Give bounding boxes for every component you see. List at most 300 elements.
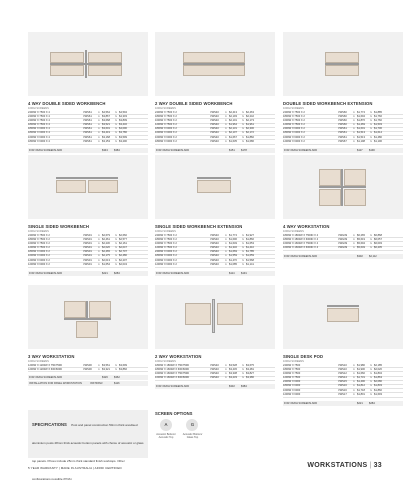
option-a-marker: A — [225, 237, 227, 241]
option-g-marker: G — [242, 127, 245, 131]
option-a-marker: A — [353, 380, 355, 384]
price-g-cell: $6,868 — [374, 233, 382, 237]
size-cell: 1800W X 7500 — [283, 367, 301, 371]
price-a-cell: $1,601 — [357, 127, 365, 131]
price-row — [283, 140, 403, 144]
screen-options-heading: SCREEN OPTIONS — [155, 411, 193, 416]
product-title: 3 WAY WORKSTATION — [28, 354, 75, 359]
product-subtitle: 1000H SCREENS — [28, 359, 49, 363]
size-cell: 1800W X 7500 X 2 — [155, 114, 177, 118]
option-g-marker: G — [242, 139, 245, 143]
size-cell: 1800W X 6000 X 4 — [28, 131, 50, 135]
price-a-cell: $1,774 — [357, 110, 365, 114]
price-g-cell: $2,207 — [119, 258, 127, 262]
size-cell: 1600W X 6000 X 2 — [155, 131, 177, 135]
code-cell: VWS12 — [338, 371, 347, 375]
addon-cell: INSTALLATION FOR PANEL WORKSTATION — [29, 382, 82, 386]
addon-cell: INSTPAN3 — [90, 382, 103, 386]
option-g-marker: G — [242, 114, 245, 118]
price-g-cell: $1,141 — [246, 262, 254, 266]
option-g-marker: G — [370, 384, 373, 388]
size-cell: 1200W X 7500 X 2 — [155, 246, 177, 250]
addon-cell: FOR 1520H SCREENS ADD — [284, 401, 318, 405]
option-g-marker: G — [370, 241, 373, 245]
product-card-4-way-workstation — [283, 155, 403, 259]
addon-cell: $302 — [357, 254, 363, 258]
addon-cell: $2,112 — [369, 254, 377, 258]
option-a-marker: A — [353, 110, 355, 114]
product-card-4-way-double-sided-workbench — [28, 32, 148, 153]
addon-row — [283, 401, 403, 406]
product-image — [283, 285, 403, 349]
addon-cell: $221 — [357, 401, 363, 405]
addon-cell: $384 — [241, 384, 247, 388]
code-cell: VWS14 — [338, 376, 347, 380]
code-cell: VWS61 — [83, 118, 92, 122]
option-a-marker: A — [353, 384, 355, 388]
product-image — [28, 285, 148, 349]
size-cell: 1600W X 6000 X 4 — [28, 135, 50, 139]
option-g-marker: G — [370, 363, 373, 367]
price-a-cell: $1,801 — [357, 392, 365, 396]
price-a-cell: $5,649 — [357, 246, 365, 250]
price-a-cell: $2,465 — [102, 250, 110, 254]
price-g-cell: $1,686 — [246, 139, 254, 143]
option-g-marker: G — [115, 250, 118, 254]
option-a-marker: A — [353, 131, 355, 135]
price-a-cell: $1,694 — [357, 114, 365, 118]
size-cell: 1600W X 7500 X 2 — [283, 118, 305, 122]
option-g-marker: G — [370, 135, 373, 139]
option-g-marker: G — [115, 110, 118, 114]
size-cell: 1600W X 6000 X 2 — [28, 254, 50, 258]
option-g-marker: G — [115, 367, 118, 371]
code-cell: VWS40 — [210, 237, 219, 241]
price-row — [28, 263, 148, 267]
price-g-cell: $3,481 — [246, 367, 254, 371]
size-cell: 2400W X 7500 X 2 — [155, 110, 177, 114]
price-a-cell: $2,175 — [102, 254, 110, 258]
product-image — [155, 285, 275, 349]
size-cell: 1800W X 6000 X 2 — [28, 250, 50, 254]
option-g-marker: G — [115, 233, 118, 237]
code-cell: VWS01 — [83, 254, 92, 258]
option-a-marker: A — [225, 371, 227, 375]
price-a-cell: $2,413 — [229, 110, 237, 114]
price-table — [283, 234, 403, 251]
option-g-marker: G — [115, 118, 118, 122]
product-card-3-way-workstation — [28, 285, 148, 386]
size-cell: 1200W X 6000 X 2 — [28, 262, 50, 266]
option-a-marker: A — [98, 131, 100, 135]
size-cell: 2400W X 7500 — [283, 363, 301, 367]
code-cell: VWS40 — [210, 371, 219, 375]
addon-cell: $343 — [102, 148, 108, 152]
option-a-icon: A — [160, 419, 172, 431]
option-a-marker: A — [98, 127, 100, 131]
product-title: 4 WAY DOUBLE SIDED WORKBENCH — [28, 101, 106, 106]
size-cell: 1600W X 1600W X 600/600D — [155, 376, 190, 380]
option-a-marker: A — [225, 363, 227, 367]
option-a-marker: A — [98, 250, 100, 254]
price-row — [283, 247, 403, 251]
price-a-cell: $1,900 — [357, 367, 365, 371]
option-a-marker: A — [353, 241, 355, 245]
product-subtitle: 1000H SCREENS — [155, 106, 176, 110]
addon-row — [155, 271, 275, 276]
price-a-cell: $2,193 — [229, 114, 237, 118]
price-g-cell: $1,410 — [246, 246, 254, 250]
option-g-marker: G — [242, 363, 245, 367]
price-a-cell: $1,696 — [229, 237, 237, 241]
price-g-cell: $3,290 — [119, 139, 127, 143]
price-g-cell: $4,090 — [119, 127, 127, 131]
option-g-marker: G — [115, 258, 118, 262]
price-g-cell: $1,693 — [374, 392, 382, 396]
footer-warranty: 5 YEAR WARRANTY | MADE IN AUSTRALIA | AFRDI CERTIFIED — [28, 466, 122, 470]
size-cell: 1800W X 6000 X 4 — [28, 139, 50, 143]
option-g-marker: G — [242, 233, 245, 237]
product-card-double-sided-workbench-extension — [283, 32, 403, 153]
price-table — [155, 234, 275, 268]
addon-cell: FOR 1520H SCREENS ADD — [284, 254, 318, 258]
option-a-marker: A — [353, 233, 355, 237]
size-cell: 1800W X 1800W X 7500D X 4 — [283, 233, 319, 237]
price-row — [155, 377, 275, 381]
price-a-cell: $3,338 — [229, 371, 237, 375]
option-g-marker: G — [242, 376, 245, 380]
option-a-marker: A — [225, 131, 227, 135]
code-cell: VWS61 — [83, 127, 92, 131]
size-cell: 1200W X 7500 X 2 — [155, 123, 177, 127]
price-a-cell: $3,867 — [102, 114, 110, 118]
price-g-cell: $2,660 — [119, 233, 127, 237]
product-title: SINGLE DESK POD — [283, 354, 324, 359]
addon-cell: $384 — [114, 148, 120, 152]
size-cell: 1200W X 6000 X 2 — [283, 139, 305, 143]
option-a-marker: A — [98, 367, 100, 371]
footer-section: WORKSTATIONS — [307, 462, 368, 469]
addon-cell: $117 — [357, 148, 363, 152]
option-g-marker: G — [370, 376, 373, 380]
price-g-cell: $3,866 — [119, 367, 127, 371]
code-cell: VWS61 — [83, 131, 92, 135]
product-title: SINGLE SIDED WORKBENCH EXTENSION — [155, 224, 243, 229]
code-cell: VWS10 — [338, 363, 347, 367]
product-card-2-way-workstation — [155, 285, 275, 389]
option-g-marker: G — [242, 118, 245, 122]
option-a-marker: A — [353, 376, 355, 380]
price-row — [28, 368, 148, 372]
size-cell: 2400W X 7500 X 2 — [283, 110, 305, 114]
price-a-cell: $2,230 — [102, 241, 110, 245]
addon-row — [283, 254, 403, 259]
price-a-cell: $6,265 — [357, 233, 365, 237]
option-g-marker: G — [242, 246, 245, 250]
price-g-cell: $3,599 — [119, 135, 127, 139]
option-g-marker: G — [115, 131, 118, 135]
option-a-marker: A — [225, 118, 227, 122]
price-a-cell: $1,490 — [357, 380, 365, 384]
size-cell: 2400W X 6000 X 2 — [283, 127, 305, 131]
price-g-cell: $1,653 — [246, 241, 254, 245]
option-a-marker: A — [353, 139, 355, 143]
addon-cell: $332 — [229, 384, 235, 388]
size-cell: 1200W X 6000 X 2 — [155, 262, 177, 266]
option-a-marker: A — [225, 241, 227, 245]
screen-option-g — [181, 419, 203, 439]
size-cell: 2400W X 7500 X 4 — [28, 114, 50, 118]
size-cell: 2400W X 7500 X 4 — [28, 118, 50, 122]
price-g-cell: $1,766 — [374, 114, 382, 118]
price-g-cell: $2,577 — [119, 237, 127, 241]
screen-options — [155, 411, 215, 439]
price-a-cell: $1,649 — [229, 241, 237, 245]
code-cell: VWS01 — [83, 246, 92, 250]
price-a-cell: $4,564 — [102, 110, 110, 114]
code-cell: VWS01 — [83, 241, 92, 245]
price-g-cell: $2,306 — [246, 127, 254, 131]
option-a-marker: A — [225, 233, 227, 237]
code-cell: VWS40 — [210, 363, 219, 367]
price-g-cell: $6,093 — [374, 241, 382, 245]
option-a-marker: A — [225, 262, 227, 266]
price-a-cell: $1,718 — [357, 388, 365, 392]
price-row — [283, 393, 403, 397]
size-cell: 1200W X 6000 — [283, 392, 301, 396]
price-a-cell: $1,469 — [357, 123, 365, 127]
code-cell: VWS01 — [83, 262, 92, 266]
option-g-marker: G — [370, 123, 373, 127]
option-a-marker: A — [353, 237, 355, 241]
option-g-marker: G — [115, 241, 118, 245]
price-g-cell: $3,432 — [119, 123, 127, 127]
option-a-marker: A — [98, 233, 100, 237]
product-image — [28, 155, 148, 219]
option-g-marker: G — [242, 262, 245, 266]
size-cell: 1600W X 7500 X 2 — [28, 241, 50, 245]
option-a-marker: A — [98, 246, 100, 250]
screen-option-a — [155, 419, 177, 439]
addon-cell: $191 — [241, 271, 247, 275]
size-cell: 1800W X 6000 X 2 — [155, 127, 177, 131]
option-a-marker: A — [225, 135, 227, 139]
option-g-marker: G — [242, 258, 245, 262]
code-cell: VWS40 — [210, 376, 219, 380]
price-a-cell: $1,332 — [229, 246, 237, 250]
price-a-cell: $1,812 — [357, 384, 365, 388]
addon-cell: FOR 1520H SCREENS ADD — [156, 271, 190, 275]
option-g-marker: G — [115, 363, 118, 367]
size-cell: 2400W X 7500 X 2 — [28, 233, 50, 237]
addon-cell: FOR 1520H SCREENS ADD — [29, 148, 63, 152]
product-subtitle: 1000H SCREENS — [28, 229, 49, 233]
code-cell: VWS61 — [338, 131, 347, 135]
size-cell: 1800W X 1800W X 750/750D — [155, 363, 190, 367]
addon-row — [28, 271, 148, 276]
addon-row — [283, 148, 403, 153]
option-g-marker: G — [242, 241, 245, 245]
price-a-cell: $5,619 — [357, 237, 365, 241]
addon-cell: $362 — [114, 376, 120, 380]
price-a-cell: $1,635 — [229, 139, 237, 143]
option-g-marker: G — [115, 262, 118, 266]
price-g-cell: $2,020 — [374, 367, 382, 371]
price-a-cell: $2,020 — [102, 246, 110, 250]
code-cell: VWS15 — [338, 380, 347, 384]
product-subtitle: 1000H SCREENS — [283, 106, 304, 110]
option-g-marker: G — [242, 254, 245, 258]
option-g-marker: G — [370, 246, 373, 250]
product-image — [155, 155, 275, 219]
option-g-marker: G — [370, 367, 373, 371]
addon-cell: FOR 1520H SCREENS ADD — [29, 376, 63, 380]
price-a-cell: $1,654 — [102, 262, 110, 266]
size-cell: 2400W X 6000 — [283, 380, 301, 384]
code-cell: VWS10 — [338, 367, 347, 371]
code-cell: VWS01 — [83, 258, 92, 262]
price-a-cell: $1,876 — [357, 118, 365, 122]
option-g-marker: G — [370, 110, 373, 114]
code-cell: VWS40 — [210, 118, 219, 122]
size-cell: 1600W X 7500 X 2 — [155, 241, 177, 245]
price-a-cell: $1,085 — [229, 262, 237, 266]
product-subtitle: 1000H SCREENS — [283, 359, 304, 363]
product-subtitle: 1000H SCREENS — [283, 229, 304, 233]
option-g-marker: G — [242, 237, 245, 241]
option-g-marker: G — [370, 139, 373, 143]
option-a-marker: A — [98, 262, 100, 266]
size-cell: 1600W X 6000 — [283, 388, 301, 392]
price-a-cell: $3,445 — [229, 367, 237, 371]
price-row — [28, 140, 148, 144]
size-cell: 1600W X 6000 X 2 — [155, 258, 177, 262]
size-cell: 1600W X 6000 X 2 — [283, 135, 305, 139]
code-cell: VWS60 — [338, 114, 347, 118]
size-cell: 1200W X 7500 — [283, 376, 301, 380]
option-a-marker: A — [98, 139, 100, 143]
price-table — [28, 234, 148, 268]
product-title: DOUBLE SIDED WORKBENCH EXTENSION — [283, 101, 373, 106]
option-a-marker: A — [98, 254, 100, 258]
size-cell: 1600W X 7500 X 2 — [155, 118, 177, 122]
option-a-marker: A — [353, 123, 355, 127]
price-g-cell: $2,047 — [119, 246, 127, 250]
addon-cell: $326 — [102, 376, 108, 380]
option-a-marker: A — [98, 118, 100, 122]
option-a-marker: A — [353, 114, 355, 118]
code-cell: VWS61 — [338, 127, 347, 131]
price-g-cell: $1,927 — [246, 233, 254, 237]
option-g-marker: G — [370, 131, 373, 135]
option-g-marker: G — [242, 135, 245, 139]
option-a-marker: A — [98, 114, 100, 118]
price-g-cell: $3,786 — [119, 131, 127, 135]
addon-cell: $151 — [229, 148, 235, 152]
code-cell: VWS60 — [338, 123, 347, 127]
price-g-cell: $1,866 — [246, 237, 254, 241]
product-card-2-way-double-sided-workbench — [155, 32, 275, 153]
option-g-marker: G — [242, 367, 245, 371]
code-cell: VWS40 — [210, 110, 219, 114]
price-g-cell: $2,707 — [119, 250, 127, 254]
size-cell: 1600W X 1600W X 750/750D — [155, 371, 190, 375]
size-cell: 2400W X 7500 X 2 — [155, 233, 177, 237]
price-a-cell: $3,321 — [102, 367, 110, 371]
code-cell: VWS00 — [83, 363, 92, 367]
code-cell: VWS61 — [83, 139, 92, 143]
price-a-cell: $3,601 — [102, 127, 110, 131]
price-a-cell: $1,774 — [229, 233, 237, 237]
price-g-cell: $2,161 — [119, 241, 127, 245]
code-cell: VWG09 — [338, 241, 348, 245]
code-cell: VWS40 — [210, 135, 219, 139]
option-g-marker: G — [115, 123, 118, 127]
price-a-cell: $1,513 — [357, 135, 365, 139]
size-cell: 1800W X 1600W X 600/600D — [155, 367, 190, 371]
price-a-cell: $3,233 — [229, 376, 237, 380]
option-a-marker: A — [353, 367, 355, 371]
option-a-marker: A — [353, 135, 355, 139]
option-g-marker: G — [370, 118, 373, 122]
code-cell: VWS40 — [210, 123, 219, 127]
option-a-marker: A — [98, 258, 100, 262]
option-a-marker: A — [225, 376, 227, 380]
code-cell: VWS40 — [210, 367, 219, 371]
product-card-single-sided-workbench-extension — [155, 155, 275, 276]
size-cell: 1200W X 7500 X 2 — [283, 123, 305, 127]
price-g-cell: $6,057 — [374, 237, 382, 241]
option-a-marker: A — [98, 237, 100, 241]
price-g-cell: $2,185 — [374, 363, 382, 367]
option-g-marker: G — [242, 250, 245, 254]
addon-cell: FOR 1520H SCREENS ADD — [156, 148, 190, 152]
price-table — [28, 364, 148, 372]
code-cell: VWS00 — [83, 367, 92, 371]
price-a-cell: $2,107 — [229, 131, 237, 135]
price-row — [155, 140, 275, 144]
size-cell: 1200W X 7500 X 2 — [28, 246, 50, 250]
price-a-cell: $2,461 — [102, 237, 110, 241]
option-g-marker: G — [115, 237, 118, 241]
size-cell: 1800W X 6000 — [283, 384, 301, 388]
price-g-cell: $2,463 — [246, 110, 254, 114]
price-a-cell: $2,013 — [102, 258, 110, 262]
option-a-marker: A — [225, 114, 227, 118]
price-table — [155, 111, 275, 145]
addon-cell: $190 — [369, 148, 375, 152]
price-a-cell: $1,667 — [229, 135, 237, 139]
option-g-marker: G — [370, 233, 373, 237]
option-a-marker: A — [98, 363, 100, 367]
price-a-cell: $3,168 — [102, 135, 110, 139]
product-title: 2 WAY DOUBLE SIDED WORKBENCH — [155, 101, 233, 106]
code-cell: VWS40 — [210, 233, 219, 237]
price-g-cell: $1,503 — [374, 123, 382, 127]
addon-cell: FOR 1520H SCREENS ADD — [284, 148, 318, 152]
size-cell: 1200W X 1200W X 600/600D — [28, 367, 63, 371]
product-subtitle: 1000H SCREENS — [28, 106, 49, 110]
price-a-cell: $1,559 — [229, 254, 237, 258]
price-row — [155, 263, 275, 267]
option-a-marker: A — [225, 250, 227, 254]
option-a-marker: A — [98, 241, 100, 245]
option-a-marker: A — [225, 258, 227, 262]
code-cell: VWS40 — [210, 127, 219, 131]
size-cell: 1200W X 1200W X 750/750D — [28, 363, 63, 367]
addon-row — [28, 375, 148, 380]
option-g-marker: G — [370, 388, 373, 392]
